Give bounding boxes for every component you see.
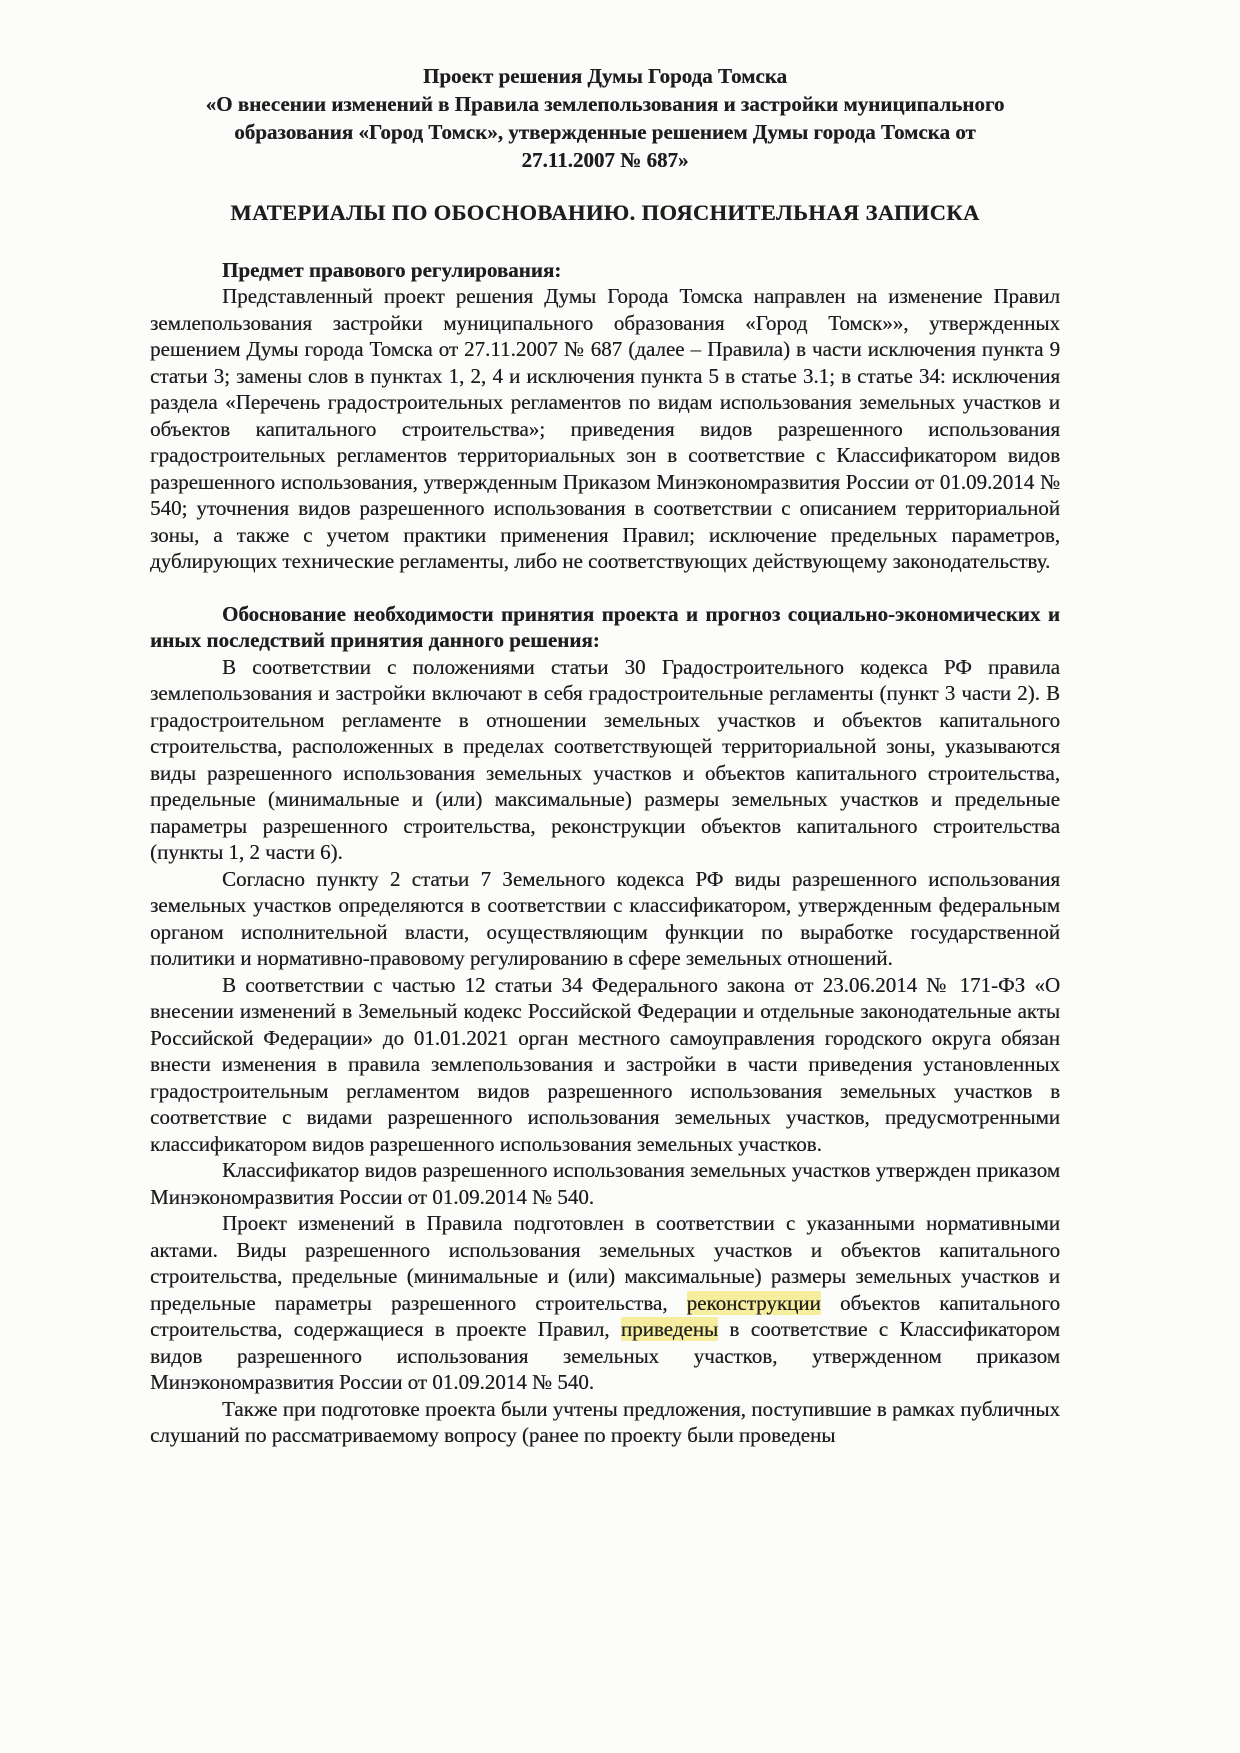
paragraph: Также при подготовке проекта были учтены предложения, поступившие в рамках публичных слушаний по рассматриваемому вопросу (ранее по проекту были проведены [150, 1396, 1060, 1447]
highlighted-text: реконструкции [686, 1290, 821, 1315]
paragraph: Классификатор видов разрешенного использования земельных участков утвержден приказом Минэкономразвития России от 01.09.2014 № 540. [150, 1158, 1060, 1209]
highlighted-text: приведены [620, 1317, 719, 1341]
title-line: образования «Город Томск», утвержденные решением Думы города Томска от [234, 120, 976, 144]
section-divider-space [150, 575, 1060, 601]
document-title [150, 62, 1060, 174]
paragraph: В соответствии с частью 12 статьи 34 Федерального закона от 23.06.2014 № 171-ФЗ «О внесении изменений в Земельный кодекс Российской Федерации и отдельные законодательные акты Российской Федерации» до 01.01.2021 орган местного самоуправления городского округа обязан внести изменения в правила землепользования и застройки в части приведения установленных градостроительным регламентом видов разрешенного использования земельных участков в соответствие с видами разрешенного использования земельных участков, предусмотренными классификатором видов разрешенного использования земельных участков. [150, 972, 1060, 1156]
paragraph: Представленный проект решения Думы Города Томска направлен на изменение Правил землепользования застройки муниципального образования «Город Томск»», утвержденных решением Думы города Томска от 27.11.2007 № 687 (далее – Правила) в части исключения пункта 9 статьи 3; замены слов в пунктах 1, 2, 4 и исключения пункта 5 в статье 3.1; в статье 34: исключения раздела «Перечень градостроительных регламентов по видам использования земельных участков и объектов капитального строительства»; приведения видов разрешенного использования градостроительных регламентов территориальных зон в соответствие с Классификатором видов разрешенного использования, утвержденным Приказом Минэкономразвития России от 01.09.2014 № 540; уточнения видов разрешенного использования в соответствии с описанием территориальной зоны, а также с учетом практики применения Правил; исключение предельных параметров, дублирующих технические регламенты, либо не соответствующих действующему законодательству. [150, 284, 1060, 573]
section-heading: Обоснование необходимости принятия проекта и прогноз социально-экономических и иных последствий принятия данного решения: [150, 601, 1060, 652]
title-line: Проект решения Думы Города Томска [422, 64, 787, 88]
paragraph: В соответствии с положениями статьи 30 Градостроительного кодекса РФ правила землепользования и застройки включают в себя градостроительные регламенты (пункт 3 части 2). В градостроительном регламенте в отношении земельных участков и объектов капитального строительства, расположенных в пределах соответствующей территориальной зоны, указываются виды разрешенного использования земельных участков и объектов капитального строительства, предельные (минимальные и (или) максимальные) размеры земельных участков и предельные параметры разрешенного строительства, реконструкции объектов капитального строительства (пункты 1, 2 части 6). [150, 654, 1060, 864]
text-segment: в соответствие с Классификатором видов разрешенного использования земельных участков, утвержденном приказом Минэкономразвития России от 01.09.2014 № 540. [150, 1317, 1060, 1394]
main-heading: МАТЕРИАЛЫ ПО ОБОСНОВАНИЮ. ПОЯСНИТЕЛЬНАЯ ЗАПИСКА [230, 200, 980, 225]
title-line: 27.11.2007 № 687» [521, 148, 689, 172]
section-justification [150, 601, 1060, 1449]
title-line: «О внесении изменений в Правила землепользования и застройки муниципального [205, 92, 1005, 116]
paragraph-with-highlights [150, 1210, 1060, 1396]
text-segment: объектов капитального строительства, содержащиеся в проекте Правил, [150, 1290, 1061, 1341]
section-subject [150, 257, 1060, 575]
text-segment: Проект изменений в Правила подготовлен в соответствии с указанными нормативными актами. Виды разрешенного использования земельных участков и объектов капитального строительства, предельные (минимальные и (или) максимальные) размеры земельных участков и предельные параметры разрешенного строительства, [150, 1211, 1060, 1315]
paragraph: Согласно пункту 2 статьи 7 Земельного кодекса РФ виды разрешенного использования земельных участков определяются в соответствии с классификатором, утвержденным федеральным органом исполнительной власти, осуществляющим функции по выработке государственной политики и нормативно-правовому регулированию в сфере земельных отношений. [150, 866, 1060, 970]
section-heading: Предмет правового регулирования: [222, 257, 562, 282]
